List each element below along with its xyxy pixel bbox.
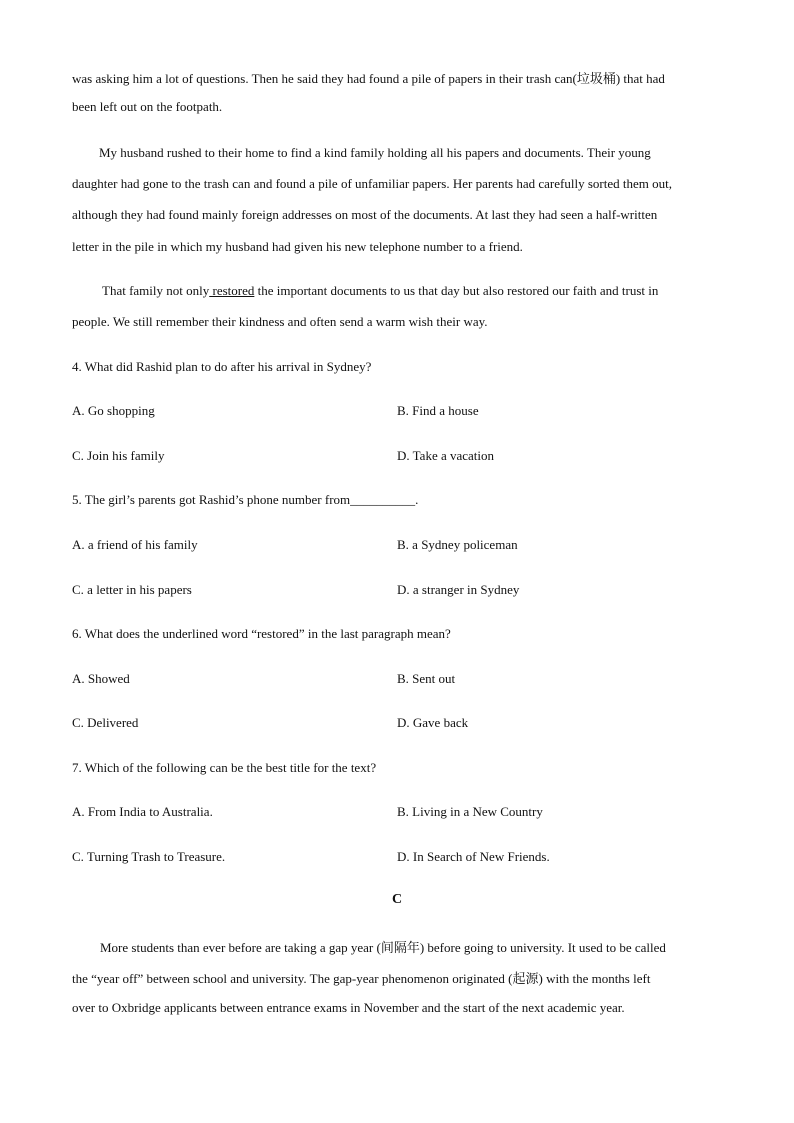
passage-b-p1-line1: was asking him a lot of questions. Then he said they had found a pile of papers in their trash can(垃圾桶) that had <box>72 71 665 86</box>
question-5-option-a[interactable]: A. a friend of his family <box>72 537 198 552</box>
question-6-stem: 6. What does the underlined word “restored” in the last paragraph mean? <box>72 626 451 641</box>
question-6-option-a[interactable]: A. Showed <box>72 671 130 686</box>
passage-c-line2: the “year off” between school and university. The gap-year phenomenon originated (起源) with the months left <box>72 971 651 986</box>
passage-b-p2-line3: although they had found mainly foreign addresses on most of the documents. At last they had seen a half-written <box>72 207 658 222</box>
passage-b-p2-line4: letter in the pile in which my husband had given his new telephone number to a friend. <box>72 239 523 254</box>
passage-b-p1-line2: been left out on the footpath. <box>72 99 223 114</box>
passage-c-line3: over to Oxbridge applicants between entrance exams in November and the start of the next academic year. <box>72 1000 625 1015</box>
question-4-option-a[interactable]: A. Go shopping <box>72 403 155 418</box>
question-4-option-b[interactable]: B. Find a house <box>397 403 479 418</box>
question-7-option-d[interactable]: D. In Search of New Friends. <box>397 849 550 864</box>
passage-b-p2-line1: My husband rushed to their home to find a kind family holding all his papers and documents. Their young <box>99 145 651 160</box>
question-7-option-b[interactable]: B. Living in a New Country <box>397 804 543 819</box>
section-c-heading: C <box>391 892 403 907</box>
passage-c-line1: More students than ever before are taking a gap year (间隔年) before going to university. It used to be called <box>100 940 666 955</box>
question-6-option-b[interactable]: B. Sent out <box>397 671 456 686</box>
question-5-option-c[interactable]: C. a letter in his papers <box>72 582 192 597</box>
p3-pre: That family not only <box>102 283 210 298</box>
passage-b-p2-line2: daughter had gone to the trash can and found a pile of unfamiliar papers. Her parents had carefully sorted them out, <box>72 176 672 191</box>
question-7-stem: 7. Which of the following can be the best title for the text? <box>72 760 377 775</box>
p3-post: the important documents to us that day but also restored our faith and trust in <box>254 283 659 298</box>
question-5-stem: 5. The girl’s parents got Rashid’s phone number from__________. <box>72 492 419 507</box>
passage-b-p3-line1 <box>102 283 658 299</box>
underlined-word-restored: restored <box>209 283 255 298</box>
question-6-option-c[interactable]: C. Delivered <box>72 715 139 730</box>
question-6-option-d[interactable]: D. Gave back <box>397 715 469 730</box>
question-4-option-d[interactable]: D. Take a vacation <box>397 448 495 463</box>
question-5-option-d[interactable]: D. a stranger in Sydney <box>397 582 520 597</box>
question-4-option-c[interactable]: C. Join his family <box>72 448 165 463</box>
question-7-option-a[interactable]: A. From India to Australia. <box>72 804 213 819</box>
passage-b-p3-line2: people. We still remember their kindness and often send a warm wish their way. <box>72 314 488 329</box>
question-5-option-b[interactable]: B. a Sydney policeman <box>397 537 518 552</box>
question-7-option-c[interactable]: C. Turning Trash to Treasure. <box>72 849 226 864</box>
question-4-stem: 4. What did Rashid plan to do after his arrival in Sydney? <box>72 359 372 374</box>
